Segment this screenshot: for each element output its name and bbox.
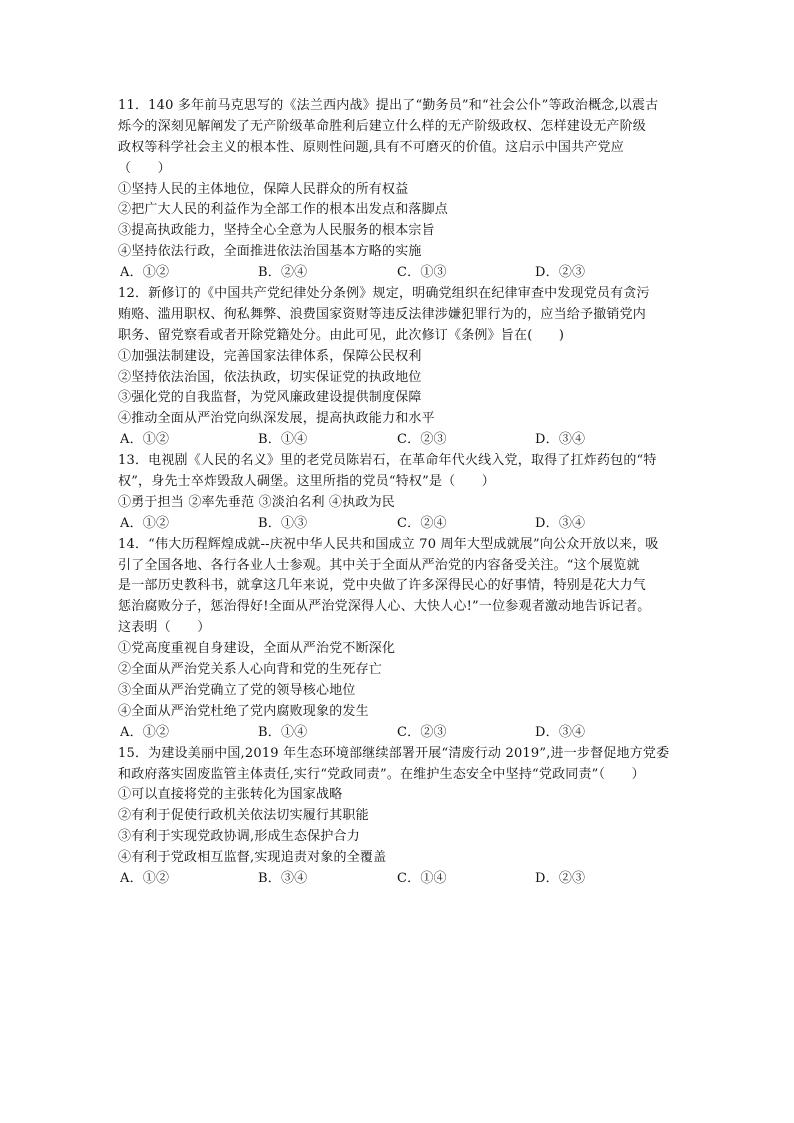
question-text-line: 这表明（ ） — [118, 620, 211, 636]
question-text-line: 惩治腐败分子，惩治得好!全面从严治党深得人心、大快人心!”一位参观者激动地告诉记者。 — [118, 599, 651, 615]
question-text-line: 政权等科学社会主义的根本性、原则性问题,具有不可磨灭的价值。这启示中国共产党应 — [118, 139, 624, 155]
statement-4: ④有利于党政相互监督,实现追责对象的全覆盖 — [118, 850, 387, 866]
option-b: B．③④ — [258, 870, 308, 886]
statement-4: ④全面从严治党杜绝了党内腐败现象的发生 — [118, 703, 369, 719]
option-b: B．①④ — [258, 432, 308, 448]
question-text-line: 引了全国各地、各行各业人士参观。其中关于全面从严治党的内容备受关注。“这个展览就 — [118, 557, 640, 573]
question-text-line: 权”，身先士卒炸毁敌人碉堡。这里所指的党员“特权”是（ ） — [118, 474, 495, 490]
question-13 — [118, 451, 678, 535]
statement-2: ②全面从严治党关系人心向背和党的生死存亡 — [118, 662, 383, 678]
question-text-line: 15．为建设美丽中国,2019 年生态环境部继续部署开展“清废行动 2019”,进一步督促地方党委 — [118, 745, 670, 761]
options-row — [118, 263, 678, 284]
option-c: C．②④ — [397, 515, 447, 531]
statement-2: ②有利于促使行政机关依法切实履行其职能 — [118, 808, 369, 824]
statements-inline: ①勇于担当 ②率先垂范 ③淡泊名利 ④执政为民 — [118, 494, 395, 510]
option-a: A．①② — [120, 432, 170, 448]
option-c: C．②③ — [397, 724, 447, 740]
options-row — [118, 723, 678, 744]
question-text-line: 14．“伟大历程辉煌成就--庆祝中华人民共和国成立 70 周年大型成就展”向公众开放以来，吸 — [118, 536, 659, 552]
statement-3: ③全面从严治党确立了党的领导核心地位 — [118, 682, 356, 698]
question-15 — [118, 744, 678, 890]
options-row — [118, 430, 678, 451]
statement-3: ③有利于实现党政协调,形成生态保护合力 — [118, 829, 360, 845]
statement-1: ①可以直接将党的主张转化为国家战略 — [118, 787, 343, 803]
exam-page — [118, 96, 678, 890]
option-d: D．②③ — [535, 870, 586, 886]
question-text-line: 12．新修订的《中国共产党纪律处分条例》规定，明确党组织在纪律审查中发现党员有贪污 — [118, 286, 650, 302]
question-text-line: 贿赂、滥用职权、徇私舞弊、浪费国家资财等违反法律涉嫌犯罪行为的，应当给予撤销党内 — [118, 306, 647, 322]
question-11 — [118, 96, 678, 284]
option-a: A．①② — [120, 265, 170, 281]
statement-2: ②把广大人民的利益作为全部工作的根本出发点和落脚点 — [118, 202, 449, 218]
option-b: B．②④ — [258, 265, 308, 281]
statement-1: ①坚持人民的主体地位，保障人民群众的所有权益 — [118, 181, 409, 197]
question-12 — [118, 284, 678, 451]
option-d: D．③④ — [535, 515, 586, 531]
option-c: C．①④ — [397, 870, 447, 886]
question-text-line: 烁今的深刻见解阐发了无产阶级革命胜利后建立什么样的无产阶级政权、怎样建设无产阶级 — [118, 118, 647, 134]
statement-3: ③强化党的自我监督，为党风廉政建设提供制度保障 — [118, 390, 422, 406]
question-text-line: 11．140 多年前马克思写的《法兰西内战》提出了“勤务员”和“社会公仆”等政治概念,以震古 — [118, 98, 659, 113]
option-a: A．①② — [120, 515, 170, 531]
option-d: D．③④ — [535, 432, 586, 448]
question-text-line: 和政府落实固废监管主体责任,实行“党政同责”。在维护生态安全中坚持“党政同责”（ ） — [118, 766, 645, 782]
option-d: D．③④ — [535, 724, 586, 740]
question-text-line: 职务、留党察看或者开除党籍处分。由此可见，此次修订《条例》旨在( ) — [118, 327, 565, 343]
statement-4: ④推动全面从严治党向纵深发展，提高执政能力和水平 — [118, 411, 435, 427]
option-c: C．①③ — [397, 265, 447, 281]
question-14 — [118, 535, 678, 744]
options-row — [118, 514, 678, 535]
option-a: A．①② — [120, 724, 170, 740]
options-row — [118, 869, 678, 890]
statement-2: ②坚持依法治国，依法执政，切实保证党的执政地位 — [118, 369, 422, 385]
option-b: B．①③ — [258, 515, 308, 531]
option-c: C．②③ — [397, 432, 447, 448]
option-d: D．②③ — [535, 265, 586, 281]
statement-1: ①加强法制建设，完善国家法律体系，保障公民权利 — [118, 348, 422, 364]
statement-4: ④坚持依法行政，全面推进依法治国基本方略的实施 — [118, 244, 422, 260]
statement-1: ①党高度重视自身建设，全面从严治党不断深化 — [118, 641, 396, 657]
option-a: A．①② — [120, 870, 170, 886]
option-b: B．①④ — [258, 724, 308, 740]
question-text-line: 13．电视剧《人民的名义》里的老党员陈岩石，在革命年代火线入党，取得了扛炸药包的“特 — [118, 453, 657, 469]
answer-bracket: （ ） — [118, 160, 171, 176]
question-text-line: 是一部历史教科书，就拿这几年来说，党中央做了许多深得民心的好事情，特别是花大力气 — [118, 578, 647, 594]
statement-3: ③提高执政能力，坚持全心全意为人民服务的根本宗旨 — [118, 223, 435, 239]
